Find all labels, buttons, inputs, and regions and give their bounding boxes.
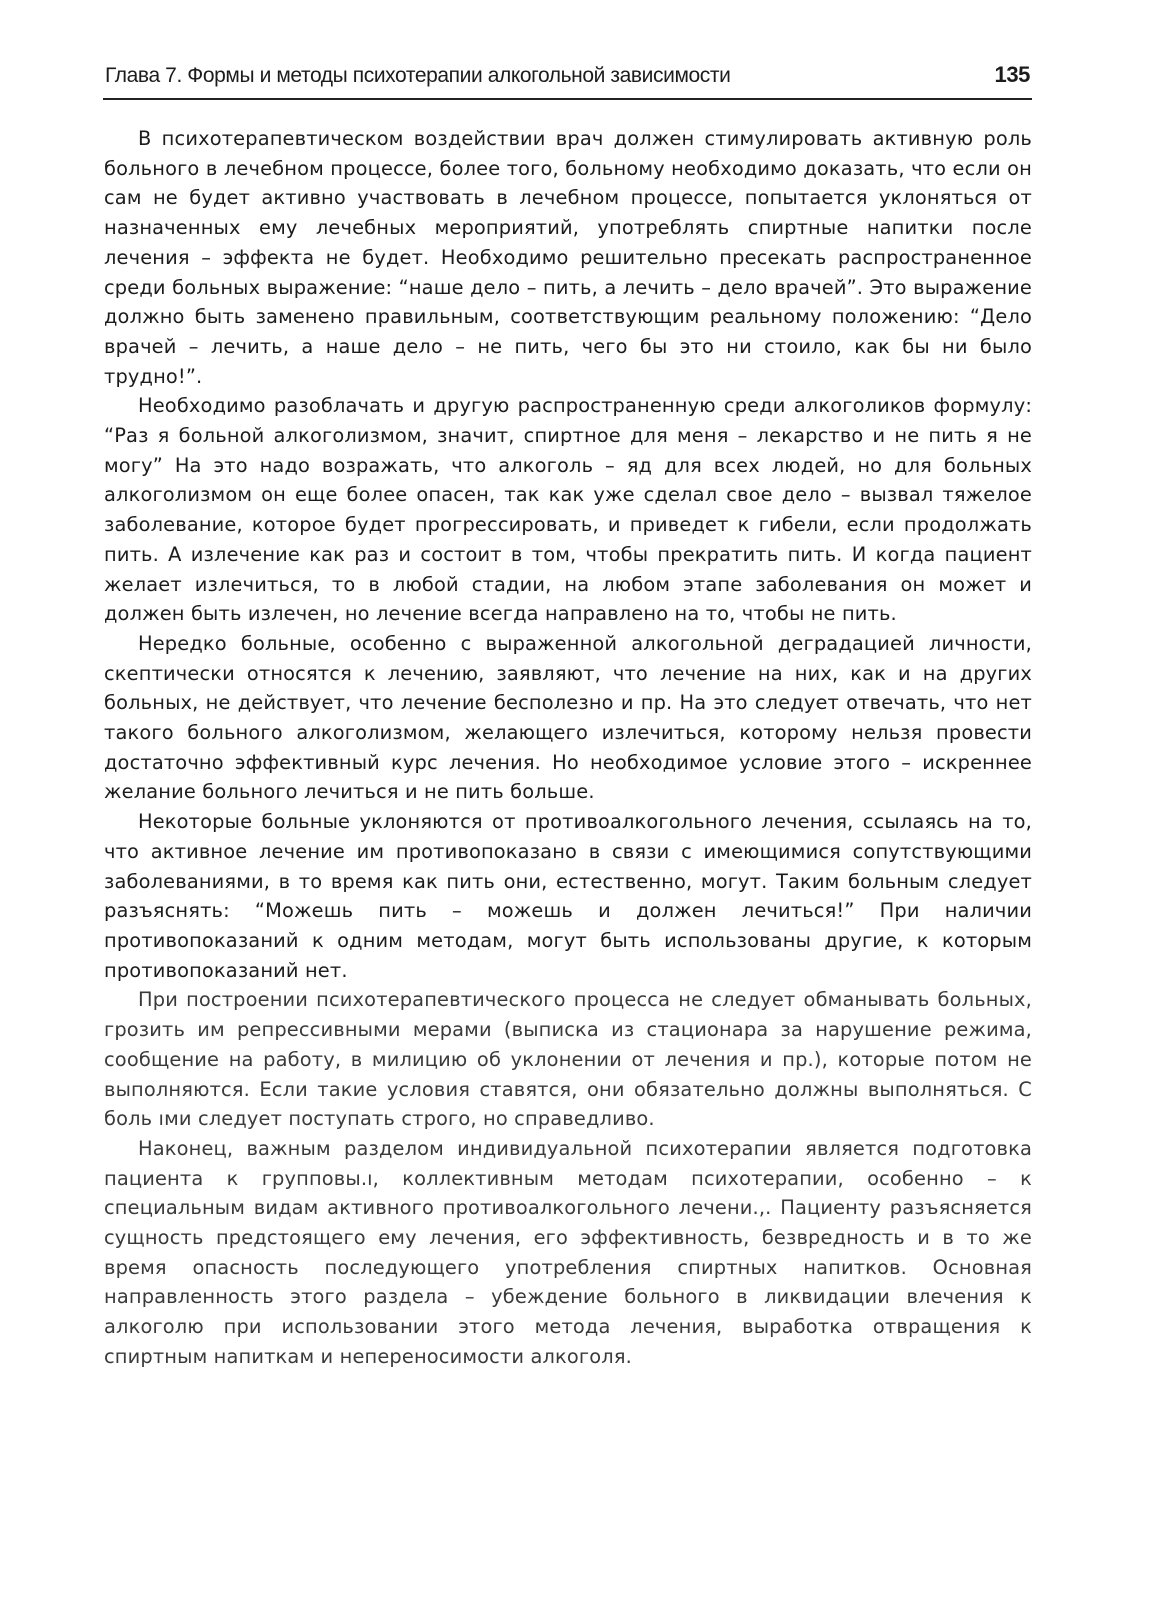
body-text xyxy=(104,124,1032,1372)
page-number: 135 xyxy=(994,62,1030,87)
paragraph: В психотерапевтическом воздействии врач должен стимулировать активную роль больного в лечебном процессе, более того, больному необходимо доказать, что если он сам не будет активно участвовать в лечебном процессе, попытается уклоняться от назначенных ему лечебных мероприятий, употреблять спиртные напитки после лечения – эффекта не будет. Необходимо решительно пресекать распространенное среди больных выражение: “наше дело – пить, а лечить – дело врачей”. Это выражение должно быть заменено правильным, соответствующим реальному положению: “Дело врачей – лечить, а наше дело – не пить, чего бы это ни стоило, как бы ни было трудно!”. xyxy=(104,127,1032,388)
paragraph: Некоторые больные уклоняются от противоалкогольного лечения, ссылаясь на то, что активное лечение им противопоказано в связи с имеющимися сопутствующими заболеваниями, в то время как пить они, естественно, могут. Таким больным следует разъяснять: “Можешь пить – можешь и должен лечиться!” При наличии противопоказаний к одним методам, могут быть использованы другие, к которым противопоказаний нет. xyxy=(104,810,1032,982)
chapter-title: Глава 7. Формы и методы психотерапии алкогольной зависимости xyxy=(105,64,731,87)
paragraph: При построении психотерапевтического процесса не следует обманывать больных, грозить им репрессивными мерами (выписка из стационара за нарушение режима, сообщение на работу, в милицию об уклонении от лечения и пр.), которые потом не выполняются. Если такие условия ставятся, они обязательно должны выполняться. С боль ıми следует поступать строго, но справедливо. xyxy=(104,988,1032,1131)
paragraph: Нередко больные, особенно с выраженной алкогольной деградацией личности, скептически относятся к лечению, заявляют, что лечение на них, как и на других больных, не действует, что лечение бесполезно и пр. На это следует отвечать, что нет такого больного алкоголизмом, желающего излечиться, которому нельзя провести достаточно эффективный курс лечения. Но необходимое условие этого – искреннее желание больного лечиться и не пить больше. xyxy=(104,631,1032,804)
paragraph: Необходимо разоблачать и другую распространенную среди алкоголиков формулу: “Раз я больной алкоголизмом, значит, спиртное для меня – лекарство и не пить я не могу” На это надо возражать, что алкоголь – яд для всех людей, но для больных алкоголизмом он еще более опасен, так как уже сделал свое дело – вызвал тяжелое заболевание, которое будет прогрессировать, и приведет к гибели, если продолжать пить. А излечение как раз и состоит в том, чтобы прекратить пить. И когда пациент желает излечиться, то в любой стадии, на любом этапе заболевания он может и должен быть излечен, но лечение всегда направлено на то, чтобы не пить. xyxy=(104,394,1032,626)
running-head xyxy=(105,62,1030,98)
paragraph: Наконец, важным разделом индивидуальной психотерапии является подготовка пациента к групповы.ı, коллективным методам психотерапии, особенно – к специальным видам активного противоалкогольного лечени.,. Пациенту разъясняется сущность предстоящего ему лечения, его эффективность, безвредность и в то же время опасность последующего употребления спиртных напитков. Основная направленность этого раздела – убеждение больного в ликвидации влечения к алкоголю при использовании этого метода лечения, выработка отвращения к спиртным напиткам и непереносимости алкоголя. xyxy=(104,1136,1032,1368)
header-rule xyxy=(103,98,1032,100)
